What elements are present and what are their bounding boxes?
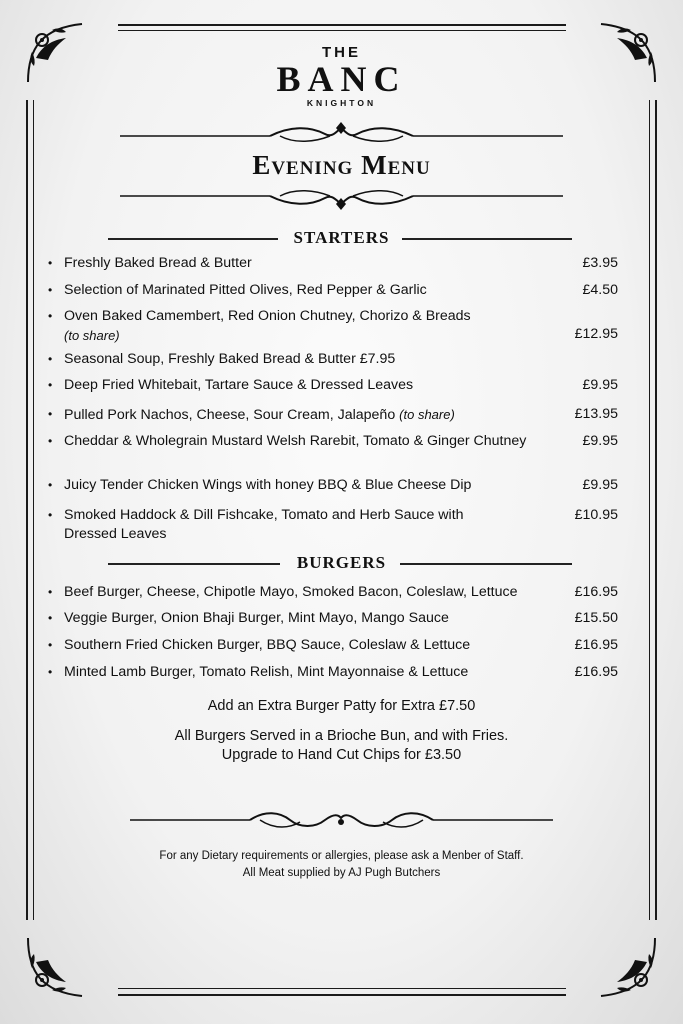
item-name: Southern Fried Chicken Burger, BBQ Sauce, Coleslaw & Lettuce xyxy=(64,637,471,653)
item-price: £16.95 xyxy=(574,664,618,680)
item-note: (to share) xyxy=(399,407,455,422)
footer-flourish xyxy=(130,808,553,832)
item-name: Veggie Burger, Onion Bhaji Burger, Mint Mayo, Mango Sauce xyxy=(64,610,449,626)
item-name: Freshly Baked Bread & Butter xyxy=(64,255,252,271)
bullet-icon: • xyxy=(48,283,53,297)
item-price: £3.95 xyxy=(582,255,618,271)
dietary-note: For any Dietary requirements or allergies, please ask a Menber of Staff. xyxy=(159,850,524,862)
bullet-icon: • xyxy=(48,352,53,366)
butcher-note: All Meat supplied by AJ Pugh Butchers xyxy=(242,867,441,879)
item-price: £9.95 xyxy=(582,477,618,493)
menu-title: Evening Menu xyxy=(252,150,431,180)
item-price: £13.95 xyxy=(574,406,618,422)
burgers-heading-label: BURGERS xyxy=(296,553,387,572)
bullet-icon: • xyxy=(48,434,53,448)
title-flourish-top xyxy=(120,122,563,146)
starters-heading-label: STARTERS xyxy=(293,228,390,247)
item-price: £9.95 xyxy=(582,433,618,449)
corner-ornament-bottom-right xyxy=(591,932,661,1002)
border-bottom-inner xyxy=(118,988,566,989)
item-name: Seasonal Soup, Freshly Baked Bread & Butter £7.95 xyxy=(64,351,396,367)
bullet-icon: • xyxy=(48,478,53,492)
bullet-icon: • xyxy=(48,256,53,270)
bullet-icon: • xyxy=(48,611,53,625)
item-name: Oven Baked Camembert, Red Onion Chutney, Chorizo & Breads xyxy=(64,308,471,324)
border-right-outer xyxy=(655,100,657,920)
bullet-icon: • xyxy=(48,585,53,599)
border-top-inner xyxy=(118,30,566,31)
extra-patty-note: Add an Extra Burger Patty for Extra £7.50 xyxy=(207,698,476,714)
title-flourish-bottom xyxy=(120,186,563,210)
burger-served-note: All Burgers Served in a Brioche Bun, and with Fries. xyxy=(174,728,509,744)
bullet-icon: • xyxy=(48,508,53,522)
bullet-icon: • xyxy=(48,407,53,421)
item-name: Minted Lamb Burger, Tomato Relish, Mint Mayonnaise & Lettuce xyxy=(64,664,469,680)
starters-heading xyxy=(0,228,683,250)
item-price: £4.50 xyxy=(582,282,618,298)
border-left-outer xyxy=(26,100,28,920)
corner-ornament-bottom-left xyxy=(22,932,92,1002)
item-name: Cheddar & Wholegrain Mustard Welsh Rarebit, Tomato & Ginger Chutney xyxy=(64,433,527,449)
item-price: £16.95 xyxy=(574,584,618,600)
burgers-heading xyxy=(0,553,683,575)
item-name: Smoked Haddock & Dill Fishcake, Tomato and Herb Sauce with Dressed Leaves xyxy=(64,507,464,542)
item-note: (to share) xyxy=(64,328,120,343)
item-name: Beef Burger, Cheese, Chipotle Mayo, Smoked Bacon, Coleslaw, Lettuce xyxy=(64,584,518,600)
item-price: £16.95 xyxy=(574,637,618,653)
chips-upgrade-note: Upgrade to Hand Cut Chips for £3.50 xyxy=(221,747,462,763)
item-price: £10.95 xyxy=(574,507,618,523)
border-top-outer xyxy=(118,24,566,26)
item-name xyxy=(64,405,564,425)
border-left-inner xyxy=(33,100,34,920)
logo-location: KNIGHTON xyxy=(306,98,377,108)
border-right-inner xyxy=(649,100,650,920)
logo-banc: BANC xyxy=(276,59,407,99)
bullet-icon: • xyxy=(48,638,53,652)
item-price: £15.50 xyxy=(574,610,618,626)
item-name: Juicy Tender Chicken Wings with honey BBQ & Blue Cheese Dip xyxy=(64,477,472,493)
border-bottom-outer xyxy=(118,994,566,996)
item-name-text: Pulled Pork Nachos, Cheese, Sour Cream, Jalapeño xyxy=(64,407,396,423)
bullet-icon: • xyxy=(48,665,53,679)
bullet-icon: • xyxy=(48,378,53,392)
item-price: £9.95 xyxy=(582,377,618,393)
bullet-icon: • xyxy=(48,309,53,323)
item-price: £12.95 xyxy=(574,326,618,342)
item-name: Deep Fried Whitebait, Tartare Sauce & Dressed Leaves xyxy=(64,377,414,393)
logo-the: THE xyxy=(322,44,361,61)
item-name: Selection of Marinated Pitted Olives, Red Pepper & Garlic xyxy=(64,282,427,298)
